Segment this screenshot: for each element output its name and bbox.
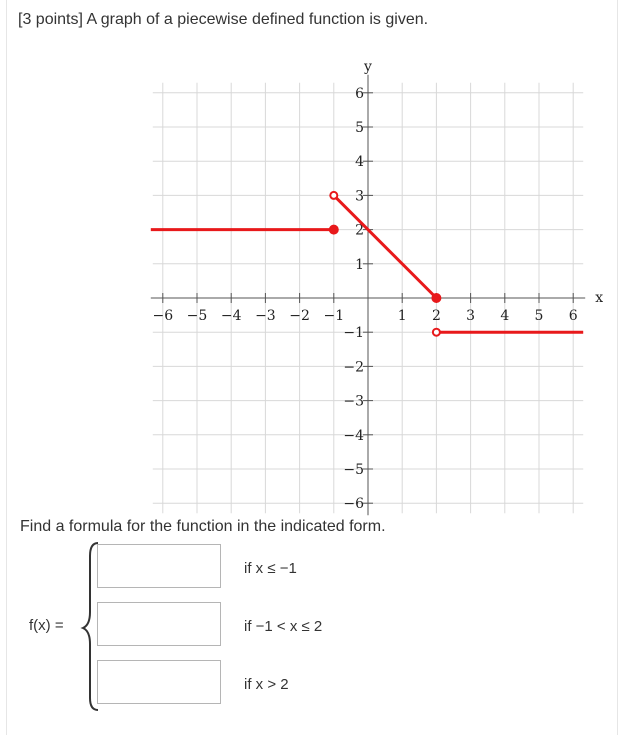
x-tick-label: −2 [289, 308, 310, 324]
x-axis-label: x [595, 290, 604, 306]
formula-prompt: Find a formula for the function in the indicated form. [20, 518, 386, 535]
case-2-condition: if −1 < x ≤ 2 [244, 618, 323, 635]
y-tick-label: −4 [343, 427, 364, 444]
x-tick-label: −3 [255, 308, 276, 324]
x-tick-label: −4 [220, 308, 242, 324]
case-1-condition: if x ≤ −1 [244, 560, 297, 577]
y-tick-label: 3 [355, 188, 364, 205]
y-tick-label: −6 [343, 496, 364, 513]
x-tick-label: −5 [186, 308, 208, 324]
x-tick-label: 3 [466, 308, 476, 324]
left-brace-icon [83, 543, 98, 710]
x-tick-label: 5 [534, 308, 544, 324]
y-tick-label: 2 [355, 222, 364, 239]
function-label: f(x) = [29, 617, 64, 634]
x-tick-label: −1 [323, 308, 345, 324]
case-3-answer-input[interactable] [97, 660, 221, 704]
x-tick-label: 1 [397, 308, 407, 324]
case-1-answer-input[interactable] [97, 544, 221, 588]
y-tick-label: 5 [355, 120, 364, 136]
x-tick-label: 6 [568, 308, 578, 324]
x-tick-label: 2 [431, 308, 441, 324]
x-tick-label: −6 [152, 308, 174, 324]
y-tick-label: −2 [343, 359, 364, 376]
y-tick-label: 1 [355, 256, 364, 273]
y-axis-label: y [364, 58, 372, 75]
question-points: [3 points] [18, 11, 83, 28]
y-tick-label: −1 [343, 325, 364, 342]
question-body: A graph of a piecewise defined function is given. [86, 11, 429, 28]
case-3-condition: if x > 2 [244, 676, 289, 693]
y-tick-label: −3 [343, 393, 364, 410]
x-tick-label: 4 [500, 308, 510, 324]
y-tick-label: 4 [355, 154, 364, 171]
y-tick-label: −5 [343, 462, 364, 478]
case-2-answer-input[interactable] [97, 602, 221, 646]
y-tick-label: 6 [355, 85, 364, 102]
